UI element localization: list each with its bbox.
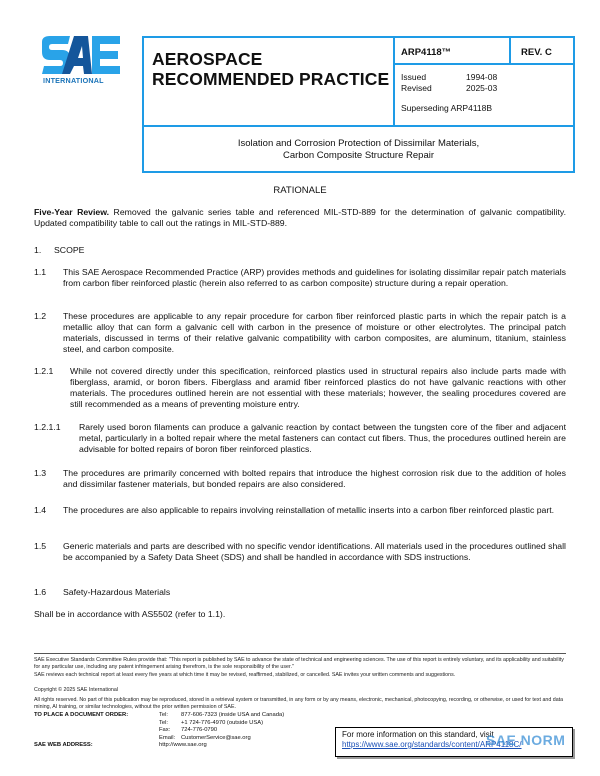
rationale-text: Removed the galvanic series table and referenced MIL-STD-889 for the determination of galvanic compatibility. Updated compatibility table to call out the ratings in MIL-STD-889. xyxy=(34,207,566,228)
rationale-paragraph xyxy=(34,207,566,229)
revision-label: REV. C xyxy=(511,38,575,65)
document-type-title: AEROSPACE RECOMMENDED PRACTICE xyxy=(144,38,395,125)
section-1-4-text: The procedures are also applicable to repairs involving reinstallation of metallic inserts into a carbon fiber reinforced plastic part. xyxy=(63,505,555,515)
section-number: 1.5 xyxy=(34,541,47,551)
rights-notice: All rights reserved. No part of this publication may be reproduced, stored in a retrieval system or transmitted, in any form or by any means, electronic, mechanical, photocopying, recording, or otherwise, or used for text and data mining, AI training, or similar technologies, without the prior written permission of SAE. xyxy=(34,697,564,710)
section-number: 1.3 xyxy=(34,468,47,478)
section-number: 1.2.1.1 xyxy=(34,422,61,432)
order-label: TO PLACE A DOCUMENT ORDER: xyxy=(34,712,129,718)
document-number: ARP4118™ xyxy=(395,38,511,65)
footer-divider xyxy=(34,653,566,654)
copyright-notice: Copyright © 2025 SAE International xyxy=(34,687,118,693)
section-title-scope: SCOPE xyxy=(54,245,85,255)
section-1-5-text: Generic materials and parts are described with no specific vendor identifications. All materials used in the procedures outlined shall be accompanied by a Safety Data Sheet (SDS) and shall be handled in accordance with SDS instructions. xyxy=(63,541,566,562)
section-1-1-text: This SAE Aerospace Recommended Practice (ARP) provides methods and guidelines for isolating dissimilar repair patch materials from carbon fiber reinforced plastic (herein also referred to as carbon composite) structure during a repair operation. xyxy=(63,267,566,288)
more-info-text: For more information on this standard, visit xyxy=(342,730,494,739)
rationale-heading: RATIONALE xyxy=(273,185,327,196)
section-title-safety: Safety-Hazardous Materials xyxy=(63,587,171,597)
section-number: 1.2.1 xyxy=(34,366,54,376)
web-address-label: SAE WEB ADDRESS: xyxy=(34,742,93,748)
web-address-link[interactable]: http://www.sae.org xyxy=(159,742,207,748)
review-notice: SAE reviews each technical report at least every five years at which time it may be revised, reaffirmed, stabilized, or cancelled. SAE invites your written comments and suggestions. xyxy=(34,672,456,678)
sae-logo xyxy=(40,36,126,86)
section-1-2-1-text: While not covered directly under this specification, reinforced plastics used in structural repairs also include parts made with fiberglass, aramid, or boron fibers. Fiberglass and aramid fiber reinforced plastics do not have galvanic reactions with other materials. The procedures outlined herein are not essential with these materials; however, the sealing procedures covered are still recommended as a means of preventing moisture entry. xyxy=(70,366,566,409)
rules-notice: SAE Executive Standards Committee Rules provide that: "This report is published by SAE to advance the state of technical and engineering sciences. The use of this report is entirely voluntary, and its applicability and suitability for any particular use, including any patent infringement arising therefrom, is the sole responsibility of the user." xyxy=(34,657,564,670)
phone-international[interactable]: +1 724-776-4970 (outside USA) xyxy=(181,719,264,726)
contact-label: Email: xyxy=(159,734,176,741)
section-number: 1. xyxy=(34,245,42,255)
section-1-2-text: These procedures are applicable to any repair procedure for carbon fiber reinforced plastic parts in which the repair patch is a metallic alloy that can form a galvanic cell with carbon in the presence of moisture or other electrolytes. The principal patch materials, discussed in terms of their relative galvanic compatibility with carbon composites, are aluminum, titanium, stainless steel, and carbon composite. xyxy=(63,311,566,354)
section-number: 1.4 xyxy=(34,505,47,515)
sae-logo-mark-icon xyxy=(40,36,126,76)
section-1-2-1-1-text: Rarely used boron filaments can produce a galvanic reaction by contact between the tungsten core of the fiber and adjacent metal, particularly in a bolted repair where the metal fasteners can contact cut fibers. Thus, the procedures outlined herein are advisable for bolted repairs of boron fiber reinforced plastics. xyxy=(79,422,566,454)
email-link[interactable]: CustomerService@sae.org xyxy=(181,734,251,741)
section-number: 1.1 xyxy=(34,267,47,277)
contact-label: Tel: xyxy=(159,719,169,726)
safety-text: Shall be in accordance with AS5502 (refer to 1.1). xyxy=(34,609,226,619)
issued-date: 1994-08 xyxy=(466,72,498,82)
document-header-box xyxy=(142,36,575,173)
document-subject: Isolation and Corrosion Protection of Dissimilar Materials, Carbon Composite Structure Repair xyxy=(237,138,480,161)
logo-subtext: INTERNATIONAL xyxy=(43,76,104,85)
section-1-3-text: The procedures are primarily concerned with bolted repairs that introduce the highest corrosion risk due to the addition of holes and dissimilar fastener materials, but bonded repairs are also considered. xyxy=(63,468,566,489)
phone-domestic[interactable]: 877-606-7323 (inside USA and Canada) xyxy=(181,712,285,718)
section-number: 1.2 xyxy=(34,311,47,321)
standard-url-link[interactable]: https://www.sae.org/standards/content/ARP4118C/ xyxy=(342,740,522,749)
watermark-logo: SAE NORM xyxy=(486,732,566,748)
rationale-lead: Five-Year Review. xyxy=(34,207,110,217)
contact-label: Fax: xyxy=(159,727,171,733)
issued-label: Issued xyxy=(401,72,427,82)
superseding-note: Superseding ARP4118B xyxy=(401,103,493,113)
contact-label: Tel: xyxy=(159,712,169,718)
revised-date: 2025-03 xyxy=(466,82,498,93)
document-dates xyxy=(395,65,575,125)
revised-label: Revised xyxy=(401,82,432,93)
fax-number: 724-776-0790 xyxy=(181,727,218,733)
section-number: 1.6 xyxy=(34,587,47,597)
